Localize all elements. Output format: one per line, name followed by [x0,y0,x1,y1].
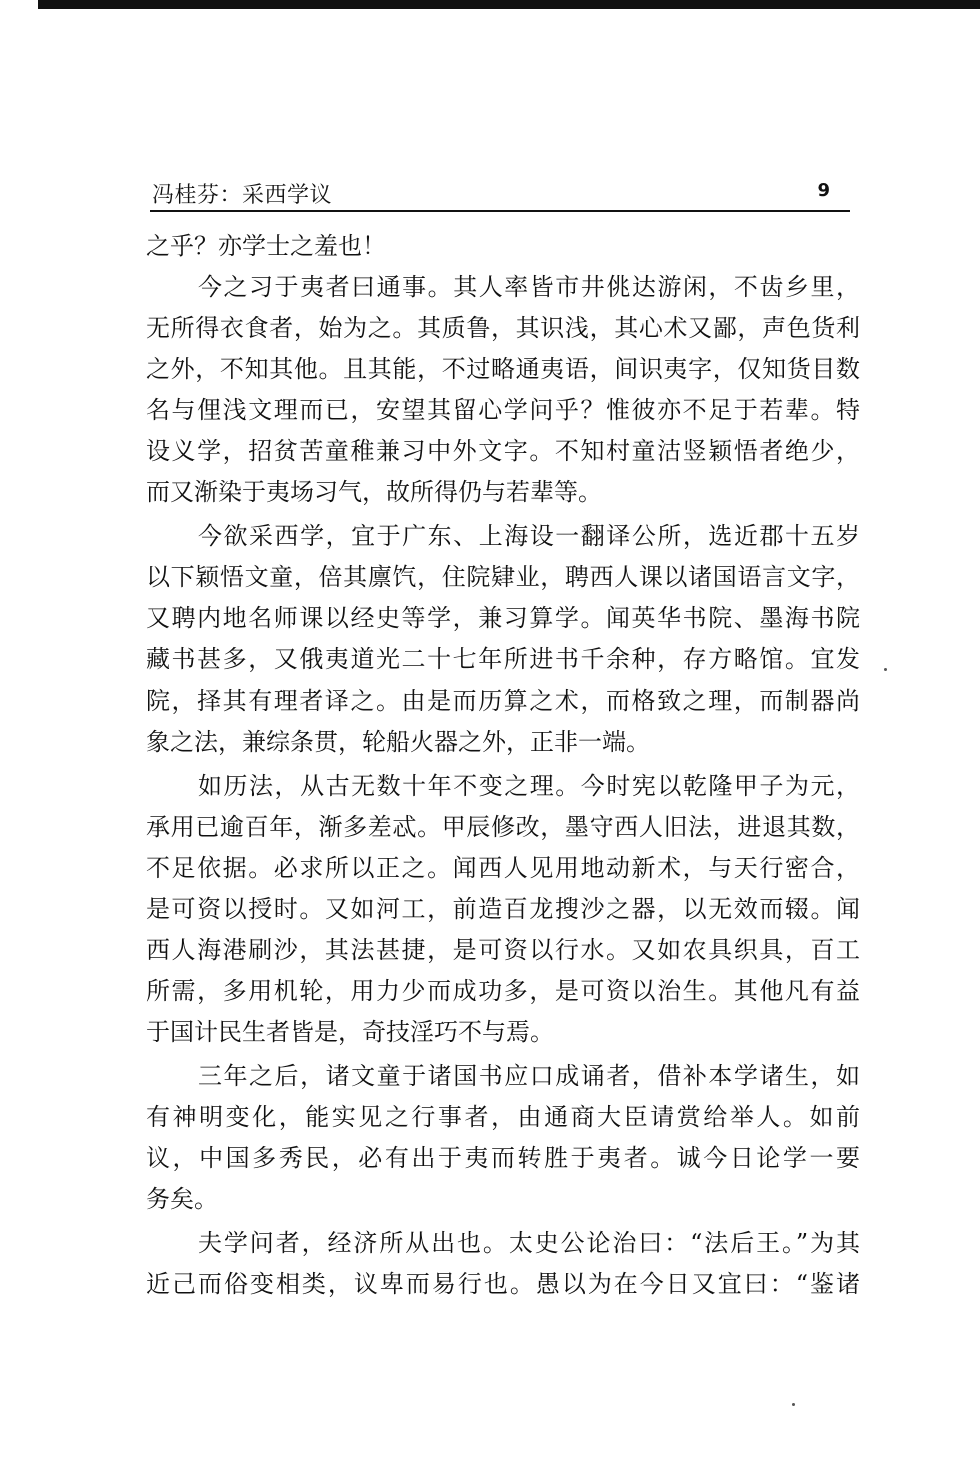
paragraph [146,267,860,513]
text-line: 西人海港刷沙，其法甚捷，是可资以行水。又如农具织具，百工 [146,935,860,964]
text-line: 于国计民生者皆是，奇技淫巧不与焉。 [146,1017,554,1046]
paragraph [146,1223,860,1305]
paragraph [146,1056,860,1220]
text-line: 议，中国多秀民，必有出于夷而转胜于夷者。诚今日论学一要 [146,1144,860,1173]
text-line: 藏书甚多，又俄夷道光二十七年所进书千余种，存方略馆。宜发 [146,645,860,674]
text-line: 夫学问者，经济所从出也。太史公论治曰：“法后王。”为其 [198,1229,860,1258]
text-line: 三年之后，诸文童于诸国书应口成诵者，借补本学诸生，如 [198,1061,860,1090]
scan-speck [792,1403,795,1406]
paragraph [146,226,860,267]
text-line: 今欲采西学，宜于广东、上海设一翻译公所，选近郡十五岁 [198,522,860,551]
scan-speck [884,668,887,671]
text-line: 是可资以授时。又如河工，前造百龙搜沙之器，以无效而辍。闻 [146,894,860,923]
top-border-rule [38,0,980,9]
text-line: 又聘内地名师课以经史等学，兼习算学。闻英华书院、墨海书院 [146,604,860,633]
body-text [146,226,860,1305]
running-header [140,176,856,212]
page-number: 9 [817,180,830,201]
text-line: 之乎？亦学士之羞也！ [146,232,386,260]
text-line: 设义学，招贫苦童稚兼习中外文字。不知村童沽竖颖悟者绝少， [146,437,860,466]
text-line: 近己而俗变相类，议卑而易行也。愚以为在今日又宜曰：“鉴诸 [146,1270,860,1299]
running-header-title: 冯桂芬：采西学议 [152,183,333,208]
text-line: 之外，不知其他。且其能，不过略通夷语，间识夷字，仅知货目数 [146,355,860,384]
text-line: 以下颖悟文童，倍其廪饩，住院肄业，聘西人课以诸国语言文字， [146,563,860,592]
text-line: 象之法，兼综条贯，轮船火器之外，正非一端。 [146,727,650,756]
text-line: 承用已逾百年，渐多差忒。甲辰修改，墨守西人旧法，进退其数， [146,812,860,841]
text-line: 如历法，从古无数十年不变之理。今时宪以乾隆甲子为元， [198,771,860,800]
text-line: 院，择其有理者译之。由是而历算之术，而格致之理，而制器尚 [146,686,860,715]
header-rule [150,210,850,212]
text-line: 无所得衣食者，始为之。其质鲁，其识浅，其心术又鄙，声色货利 [146,314,860,343]
text-line: 不足依据。必求所以正之。闻西人见用地动新术，与天行密合， [146,853,860,882]
paragraph [146,766,860,1053]
text-line: 有神明变化，能实见之行事者，由通商大臣请赏给举人。如前 [146,1102,860,1131]
text-line: 今之习于夷者曰通事。其人率皆市井佻达游闲，不齿乡里， [198,273,860,302]
text-line: 务矣。 [146,1185,218,1214]
text-line: 而又渐染于夷场习气，故所得仍与若辈等。 [146,478,602,507]
text-line: 名与俚浅文理而已，安望其留心学问乎？惟彼亦不足于若辈。特 [146,396,860,425]
text-line: 所需，多用机轮，用力少而成功多，是可资以治生。其他凡有益 [146,976,860,1005]
paragraph [146,516,860,762]
